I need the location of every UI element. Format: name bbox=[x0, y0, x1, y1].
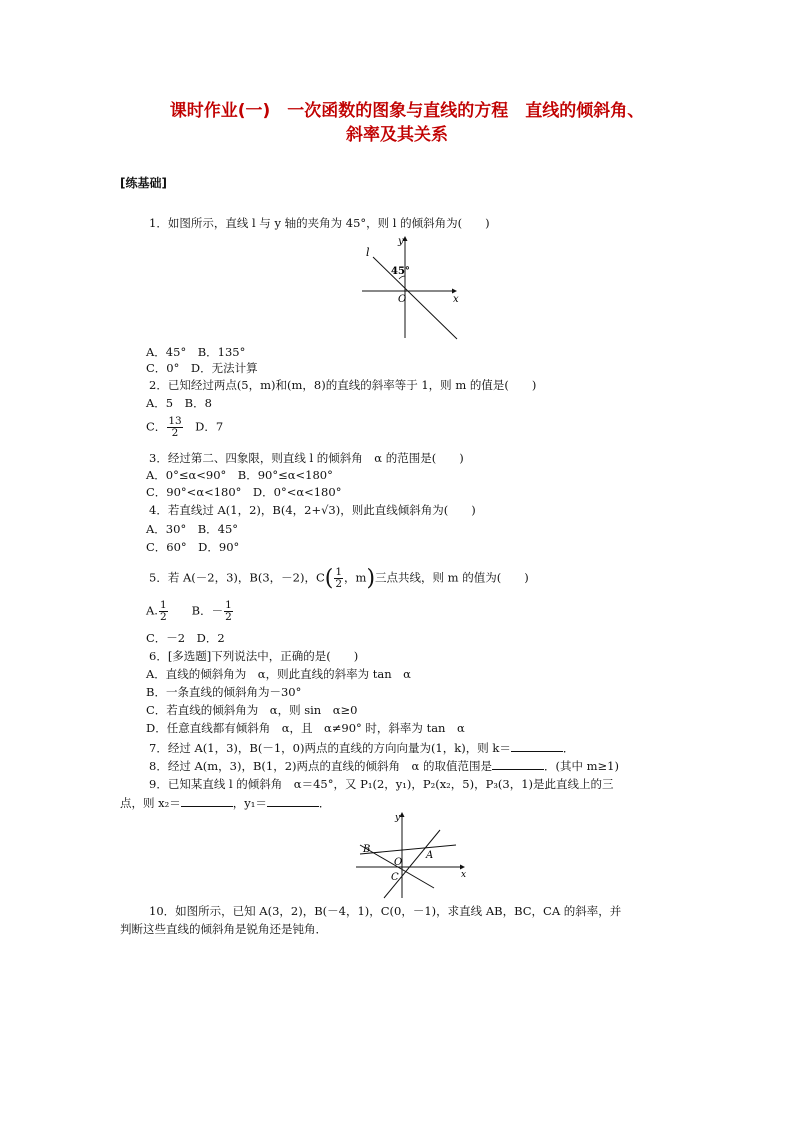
q5-options-cd: C．－2 D．2 bbox=[146, 631, 225, 645]
q6-option-b: B．一条直线的倾斜角为－30° bbox=[146, 685, 302, 699]
q3-options-ab: A．0°≤α<90° B．90°≤α<180° bbox=[146, 468, 333, 482]
question-1: 1．如图所示，直线 l 与 y 轴的夹角为 45°，则 l 的倾斜角为( ) bbox=[149, 216, 490, 230]
fig10-label-x: x bbox=[461, 870, 467, 880]
q8-text: 8．经过 A(m，3)，B(1，2)两点的直线的倾斜角 α 的取值范围是 bbox=[149, 759, 492, 773]
q5-c-fraction bbox=[334, 567, 343, 590]
q2-option-c-fraction bbox=[167, 416, 182, 439]
q2-option-c-prefix: C． bbox=[146, 419, 167, 434]
q9-end: ． bbox=[318, 796, 331, 810]
fig10-line-ab bbox=[360, 845, 456, 854]
q5-right-paren: ) bbox=[366, 566, 376, 591]
fig10-x-arrow bbox=[460, 865, 465, 870]
q5-options-ab bbox=[146, 600, 234, 623]
question-2: 2．已知经过两点(5，m)和(m，8)的直线的斜率等于 1，则 m 的值是( ) bbox=[149, 378, 537, 392]
q6-option-c: C．若直线的倾斜角为 α，则 sin α≥0 bbox=[146, 703, 358, 717]
q4-options-ab: A．30° B．45° bbox=[146, 522, 239, 536]
fig10-y-arrow bbox=[400, 812, 405, 817]
q5-text-post: 三点共线，则 m 的值为( ) bbox=[375, 570, 529, 585]
question-5 bbox=[149, 567, 529, 590]
q6-option-d: D．任意直线都有倾斜角 α，且 α≠90° 时，斜率为 tan α bbox=[146, 721, 465, 735]
fig10-label-o: O bbox=[394, 857, 403, 868]
fig1-x-arrow bbox=[452, 289, 457, 294]
q9-line2 bbox=[120, 795, 330, 811]
q4-options-cd: C．60° D．90° bbox=[146, 540, 240, 554]
q5-option-a-num: 1 bbox=[159, 599, 167, 611]
question-7 bbox=[149, 740, 574, 756]
fig10-label-b: B bbox=[363, 844, 371, 855]
fig10-label-y: y bbox=[395, 813, 401, 823]
q2-option-c-den: 2 bbox=[171, 427, 179, 439]
q2-options-cd bbox=[146, 416, 223, 439]
fig1-line-l bbox=[373, 257, 457, 339]
q5-option-b-prefix: B．－ bbox=[168, 603, 224, 618]
q2-option-d: D．7 bbox=[183, 419, 224, 434]
q8-answer-blank[interactable] bbox=[492, 758, 544, 770]
q5-left-paren: ( bbox=[324, 566, 334, 591]
question-4: 4．若直线过 A(1，2)，B(4，2+√3)，则此直线倾斜角为( ) bbox=[149, 503, 476, 517]
q5-option-a-prefix: A. bbox=[146, 603, 158, 618]
q9-x2-blank[interactable] bbox=[181, 795, 233, 807]
q5-option-a-den: 2 bbox=[159, 611, 167, 623]
q5-option-b-fraction bbox=[224, 600, 233, 623]
fig1-label-x: x bbox=[453, 294, 459, 305]
fig1-label-o: O bbox=[398, 294, 407, 305]
q5-option-b-den: 2 bbox=[225, 611, 232, 623]
page-title: 课时作业(一) 一次函数的图象与直线的方程 直线的倾斜角、 bbox=[169, 101, 645, 121]
q9-y1-label: ，y₁＝ bbox=[232, 796, 267, 810]
question-9: 9．已知某直线 l 的倾斜角 α＝45°，又 P₁(2，y₁)，P₂(x₂，5)，P₃(3，1)是此直线上的三 bbox=[149, 777, 614, 791]
q9-y1-blank[interactable] bbox=[267, 795, 319, 807]
fig1-label-l: l bbox=[366, 246, 370, 259]
question-8 bbox=[149, 758, 619, 774]
fig1-label-angle: 45° bbox=[391, 266, 410, 277]
q3-options-cd: C．90°<α<180° D．0°<α<180° bbox=[146, 485, 342, 499]
q10-line2: 判断这些直线的倾斜角是锐角还是钝角． bbox=[120, 922, 327, 936]
figure-q1 bbox=[356, 232, 466, 342]
q7-end: ． bbox=[562, 741, 575, 755]
question-3: 3．经过第二、四象限，则直线 l 的倾斜角 α 的范围是( ) bbox=[149, 451, 464, 465]
page-title-line2: 斜率及其关系 bbox=[346, 125, 448, 145]
q7-text: 7．经过 A(1，3)，B(－1，0)两点的直线的方向向量为(1，k)，则 k＝ bbox=[149, 741, 511, 755]
q5-option-a-fraction bbox=[159, 600, 168, 623]
question-6: 6．[多选题]下列说法中，正确的是( ) bbox=[149, 649, 359, 663]
q5-c-den: 2 bbox=[335, 578, 343, 590]
q2-option-c-num: 13 bbox=[168, 415, 182, 427]
q7-answer-blank[interactable] bbox=[511, 740, 563, 752]
fig10-label-c: C bbox=[391, 872, 399, 883]
q5-option-b-num: 1 bbox=[225, 599, 232, 611]
fig10-label-a: A bbox=[426, 850, 434, 861]
question-10: 10．如图所示，已知 A(3，2)，B(－4，1)，C(0，－1)，求直线 AB，BC，CA 的斜率，并 bbox=[149, 904, 622, 918]
q5-text-pre: 5．若 A(－2，3)，B(3，－2)，C bbox=[149, 570, 325, 585]
q6-option-a: A．直线的倾斜角为 α，则此直线的斜率为 tan α bbox=[146, 667, 411, 681]
fig1-label-y: y bbox=[398, 236, 404, 247]
q1-options-ab: A．45° B．135° bbox=[146, 345, 246, 359]
figure-q10 bbox=[352, 810, 472, 900]
q8-end: ．(其中 m≥1) bbox=[543, 759, 619, 773]
q2-options-ab: A．5 B．8 bbox=[146, 396, 212, 410]
q5-c-num: 1 bbox=[335, 566, 343, 578]
q1-options-cd: C．0° D．无法计算 bbox=[146, 361, 258, 375]
section-heading: [练基础] bbox=[120, 176, 167, 190]
q9-x2-label: 点，则 x₂＝ bbox=[120, 796, 181, 810]
q5-text-mid: ，m bbox=[344, 570, 367, 585]
